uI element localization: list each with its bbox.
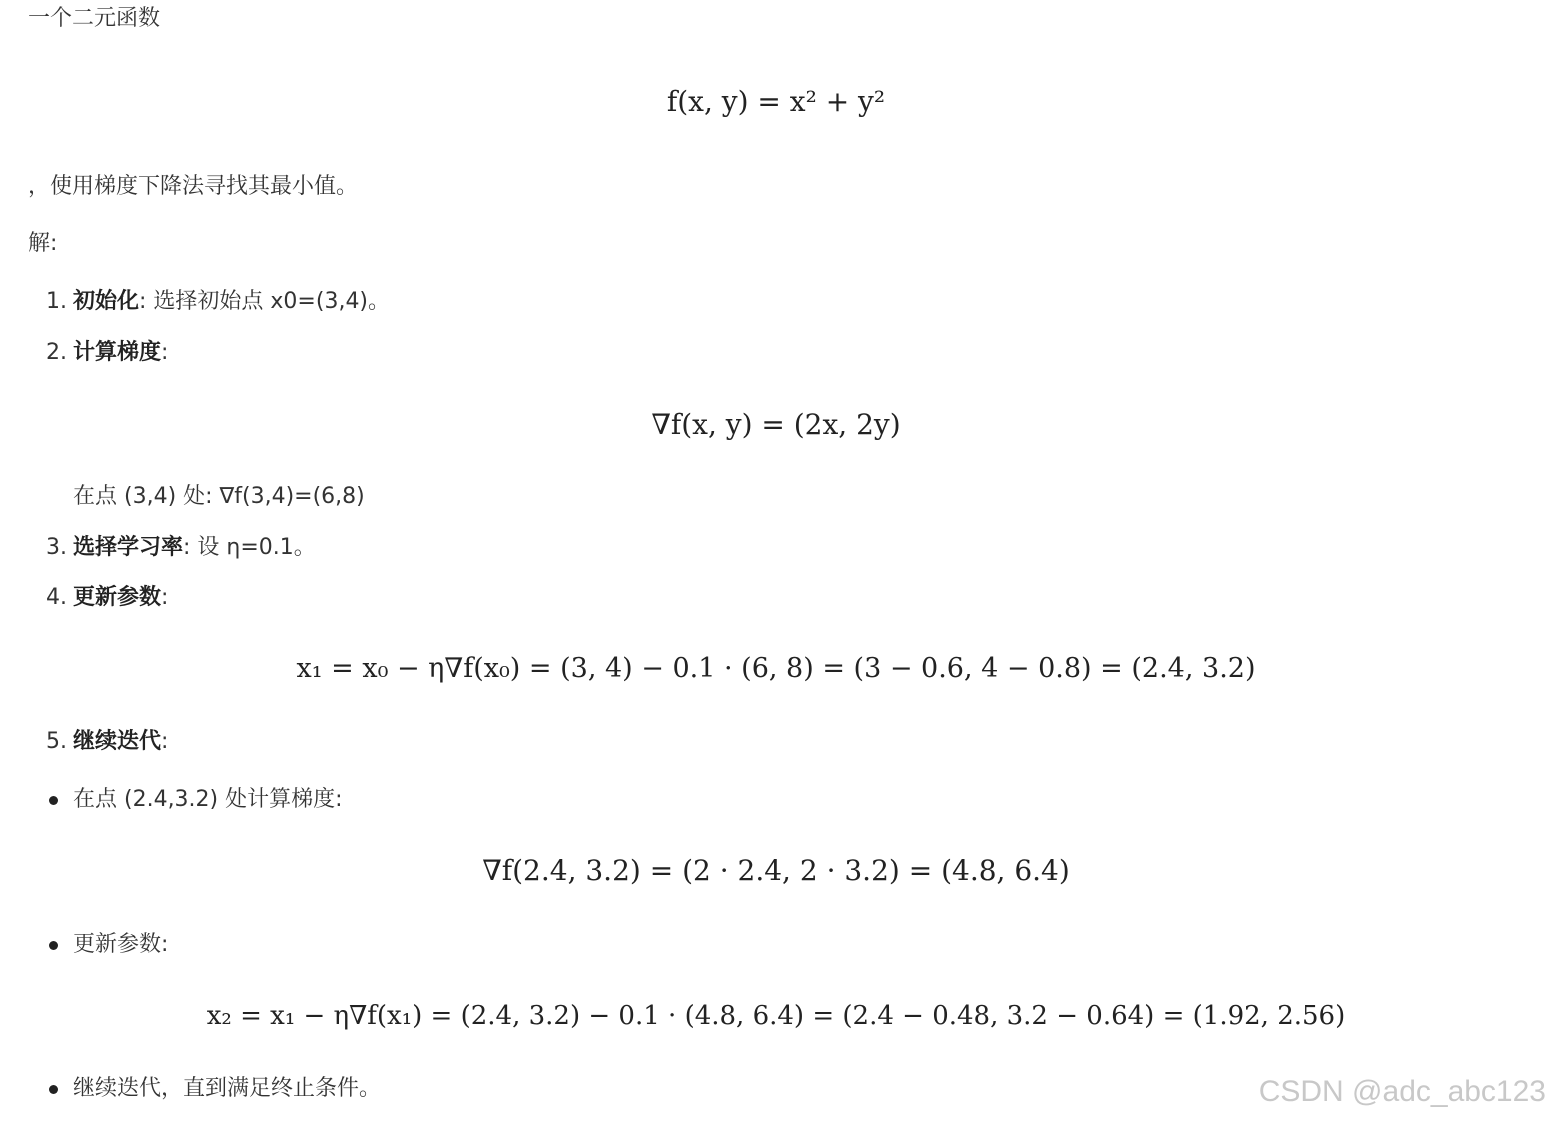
gradient-at-point: 在点 (3,4) 处: ∇f(3,4)=(6,8) [73, 484, 365, 509]
step-3-text: : 设 η=0.1。 [183, 535, 316, 560]
step-5-text: : [161, 729, 169, 754]
step-5 [73, 727, 168, 757]
bullet-2: 更新参数: [73, 932, 169, 957]
step-4-title: 更新参数 [73, 585, 162, 610]
step-1-title: 初始化 [73, 289, 140, 314]
step-2 [73, 338, 168, 368]
step-1 [73, 287, 390, 317]
formula-main: f(x, y) = x² + y² [666, 85, 886, 118]
step-4 [73, 583, 168, 613]
step-5-title: 继续迭代 [73, 729, 162, 754]
step-3-number: 3. [46, 535, 67, 560]
formula-gradient-2: ∇f(2.4, 3.2) = (2 · 2.4, 2 · 3.2) = (4.8, 6.4) [482, 854, 1070, 887]
bullet-3: 继续迭代，直到满足终止条件。 [73, 1076, 382, 1101]
step-3-title: 选择学习率 [73, 535, 184, 560]
step-2-text: : [161, 340, 169, 365]
csdn-watermark: CSDN @adc_abc123 [1258, 1075, 1546, 1108]
intro-continuation: ，使用梯度下降法寻找其最小值。 [28, 174, 359, 199]
step-5-number: 5. [46, 729, 67, 754]
bullet-dot [49, 941, 58, 950]
formula-gradient: ∇f(x, y) = (2x, 2y) [651, 408, 901, 441]
step-1-number: 1. [46, 289, 67, 314]
formula-update-2: x₂ = x₁ − η∇f(x₁) = (2.4, 3.2) − 0.1 · (4.8, 6.4) = (2.4 − 0.48, 3.2 − 0.64) = (1.92, 2.56) [206, 1001, 1346, 1031]
intro-text: 一个二元函数 [28, 6, 161, 31]
step-4-number: 4. [46, 585, 67, 610]
formula-update-1: x₁ = x₀ − η∇f(x₀) = (3, 4) − 0.1 · (6, 8) = (3 − 0.6, 4 − 0.8) = (2.4, 3.2) [296, 653, 1256, 684]
bullet-1: 在点 (2.4,3.2) 处计算梯度: [73, 787, 343, 812]
step-1-text: : 选择初始点 x0=(3,4)。 [139, 289, 391, 314]
step-2-number: 2. [46, 340, 67, 365]
step-4-text: : [161, 585, 169, 610]
bullet-dot [49, 1085, 58, 1094]
bullet-dot [49, 796, 58, 805]
solution-label: 解: [28, 231, 58, 256]
step-2-title: 计算梯度 [73, 340, 162, 365]
step-3 [73, 533, 316, 563]
